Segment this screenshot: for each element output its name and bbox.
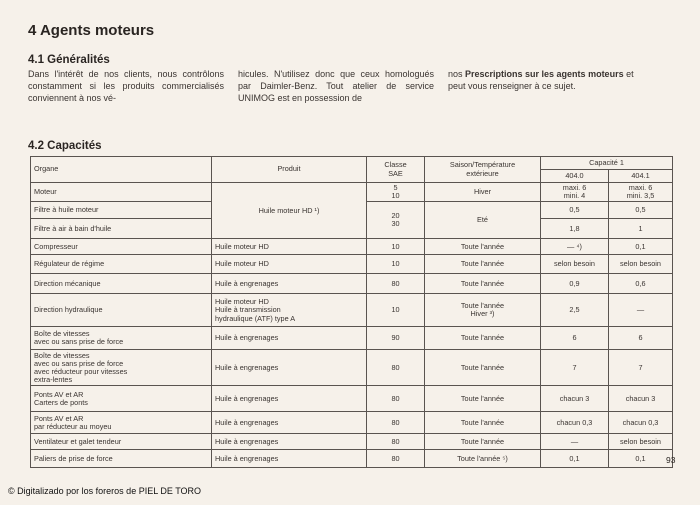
header-produit: Produit <box>212 157 367 183</box>
row-capacite-404-0: — ⁴) <box>541 239 609 255</box>
intro-column-1 <box>28 68 224 104</box>
row-classe: 10 <box>367 255 425 274</box>
row-capacite-404-1: chacun 0,3 <box>609 412 673 434</box>
row-capacite-404-1: chacun 3 <box>609 386 673 412</box>
row-saison: Eté <box>425 202 541 239</box>
row-capacite-404-1: 7 <box>609 350 673 386</box>
row-saison: Toute l'année <box>425 412 541 434</box>
prescriptions-reference: Prescriptions sur les agents moteurs <box>465 69 624 79</box>
row-capacite-404-1: 0,1 <box>609 450 673 468</box>
capacites-heading: 4.2 Capacités <box>28 140 102 152</box>
row-organe: Direction hydraulique <box>31 294 212 327</box>
generalites-heading: 4.1 Généralités <box>28 54 110 66</box>
row-capacite-404-1: selon besoin <box>609 434 673 450</box>
row-capacite-404-0: 1,8 <box>541 219 609 239</box>
intro-column-2 <box>238 68 434 104</box>
row-produit: Huile moteur HD <box>212 255 367 274</box>
row-saison: Toute l'année <box>425 239 541 255</box>
row-produit: Huile moteur HD <box>212 239 367 255</box>
row-organe: Compresseur <box>31 239 212 255</box>
row-produit: Huile à engrenages <box>212 434 367 450</box>
intro-text-1: Dans l'intérêt de nos clients, nous contrôlons constamment si les produits commercialisés conviennent à nos vé- <box>28 69 224 103</box>
row-classe: 10 <box>367 239 425 255</box>
row-capacite-404-0: 6 <box>541 327 609 350</box>
row-organe: Ponts AV et AR Carters de ponts <box>31 386 212 412</box>
row-produit: Huile moteur HD Huile à transmission hydraulique (ATF) type A <box>212 294 367 327</box>
row-produit-merged: Huile moteur HD ¹) <box>212 183 367 239</box>
row-saison: Toute l'année <box>425 327 541 350</box>
intro-text-3-pre: nos <box>448 69 466 79</box>
row-saison: Toute l'année Hiver ³) <box>425 294 541 327</box>
row-classe: 90 <box>367 327 425 350</box>
header-capacite: Capacité 1 <box>541 157 673 170</box>
row-capacite-404-0: chacun 3 <box>541 386 609 412</box>
row-classe: 80 <box>367 350 425 386</box>
row-organe: Ponts AV et AR par réducteur au moyeu <box>31 412 212 434</box>
row-capacite-404-1: 0,5 <box>609 202 673 219</box>
intro-text-2: hicules. N'utilisez donc que ceux homologués par Daimler-Benz. Tout atelier de service UNIMOG est en possession de <box>238 69 434 103</box>
row-classe: 20 30 <box>367 202 425 239</box>
row-capacite-404-1: maxi. 6 mini. 3,5 <box>609 183 673 202</box>
row-produit: Huile à engrenages <box>212 450 367 468</box>
row-capacite-404-0: — <box>541 434 609 450</box>
row-capacite-404-1: 6 <box>609 327 673 350</box>
header-classe-sae: Classe SAE <box>367 157 425 183</box>
row-capacite-404-1: — <box>609 294 673 327</box>
row-classe: 5 10 <box>367 183 425 202</box>
row-capacite-404-0: 0,5 <box>541 202 609 219</box>
row-saison: Toute l'année <box>425 434 541 450</box>
row-capacite-404-0: 7 <box>541 350 609 386</box>
row-produit: Huile à engrenages <box>212 350 367 386</box>
page-number: 93 <box>666 455 676 465</box>
header-model-404-0: 404.0 <box>541 170 609 183</box>
row-organe: Ventilateur et galet tendeur <box>31 434 212 450</box>
row-classe: 10 <box>367 294 425 327</box>
row-organe: Direction mécanique <box>31 274 212 294</box>
row-organe: Boîte de vitesses avec ou sans prise de force avec réducteur pour vitesses extra-lentes <box>31 350 212 386</box>
row-organe: Moteur <box>31 183 212 202</box>
capacity-table <box>30 156 676 468</box>
row-saison: Toute l'année <box>425 386 541 412</box>
row-saison: Toute l'année <box>425 255 541 274</box>
row-organe: Boîte de vitesses avec ou sans prise de force <box>31 327 212 350</box>
row-produit: Huile à engrenages <box>212 327 367 350</box>
section-title: 4 Agents moteurs <box>28 22 155 39</box>
header-saison: Saison/Température extérieure <box>425 157 541 183</box>
header-model-404-1: 404.1 <box>609 170 673 183</box>
row-organe: Filtre à air à bain d'huile <box>31 219 212 239</box>
row-classe: 80 <box>367 450 425 468</box>
row-capacite-404-1: selon besoin <box>609 255 673 274</box>
row-classe: 80 <box>367 412 425 434</box>
intro-column-3 <box>448 68 648 92</box>
row-capacite-404-0: chacun 0,3 <box>541 412 609 434</box>
row-capacite-404-0: selon besoin <box>541 255 609 274</box>
credit-line: © Digitalizado por los foreros de PIEL DE TORO <box>8 486 202 496</box>
row-produit: Huile à engrenages <box>212 412 367 434</box>
row-organe: Filtre à huile moteur <box>31 202 212 219</box>
row-organe: Régulateur de régime <box>31 255 212 274</box>
intro-text-3 <box>448 68 648 92</box>
row-capacite-404-0: 0,9 <box>541 274 609 294</box>
row-saison: Toute l'année ⁵) <box>425 450 541 468</box>
row-classe: 80 <box>367 434 425 450</box>
row-saison: Hiver <box>425 183 541 202</box>
row-produit: Huile à engrenages <box>212 386 367 412</box>
row-capacite-404-0: 2,5 <box>541 294 609 327</box>
header-organe: Organe <box>31 157 212 183</box>
row-classe: 80 <box>367 386 425 412</box>
row-organe: Paliers de prise de force <box>31 450 212 468</box>
row-saison: Toute l'année <box>425 350 541 386</box>
row-classe: 80 <box>367 274 425 294</box>
row-capacite-404-1: 0,6 <box>609 274 673 294</box>
row-saison: Toute l'année <box>425 274 541 294</box>
row-produit: Huile à engrenages <box>212 274 367 294</box>
intro-text-3-post: et peut vous renseigner à ce sujet. <box>448 69 634 91</box>
row-capacite-404-0: maxi. 6 mini. 4 <box>541 183 609 202</box>
row-capacite-404-1: 1 <box>609 219 673 239</box>
row-capacite-404-0: 0,1 <box>541 450 609 468</box>
row-capacite-404-1: 0,1 <box>609 239 673 255</box>
